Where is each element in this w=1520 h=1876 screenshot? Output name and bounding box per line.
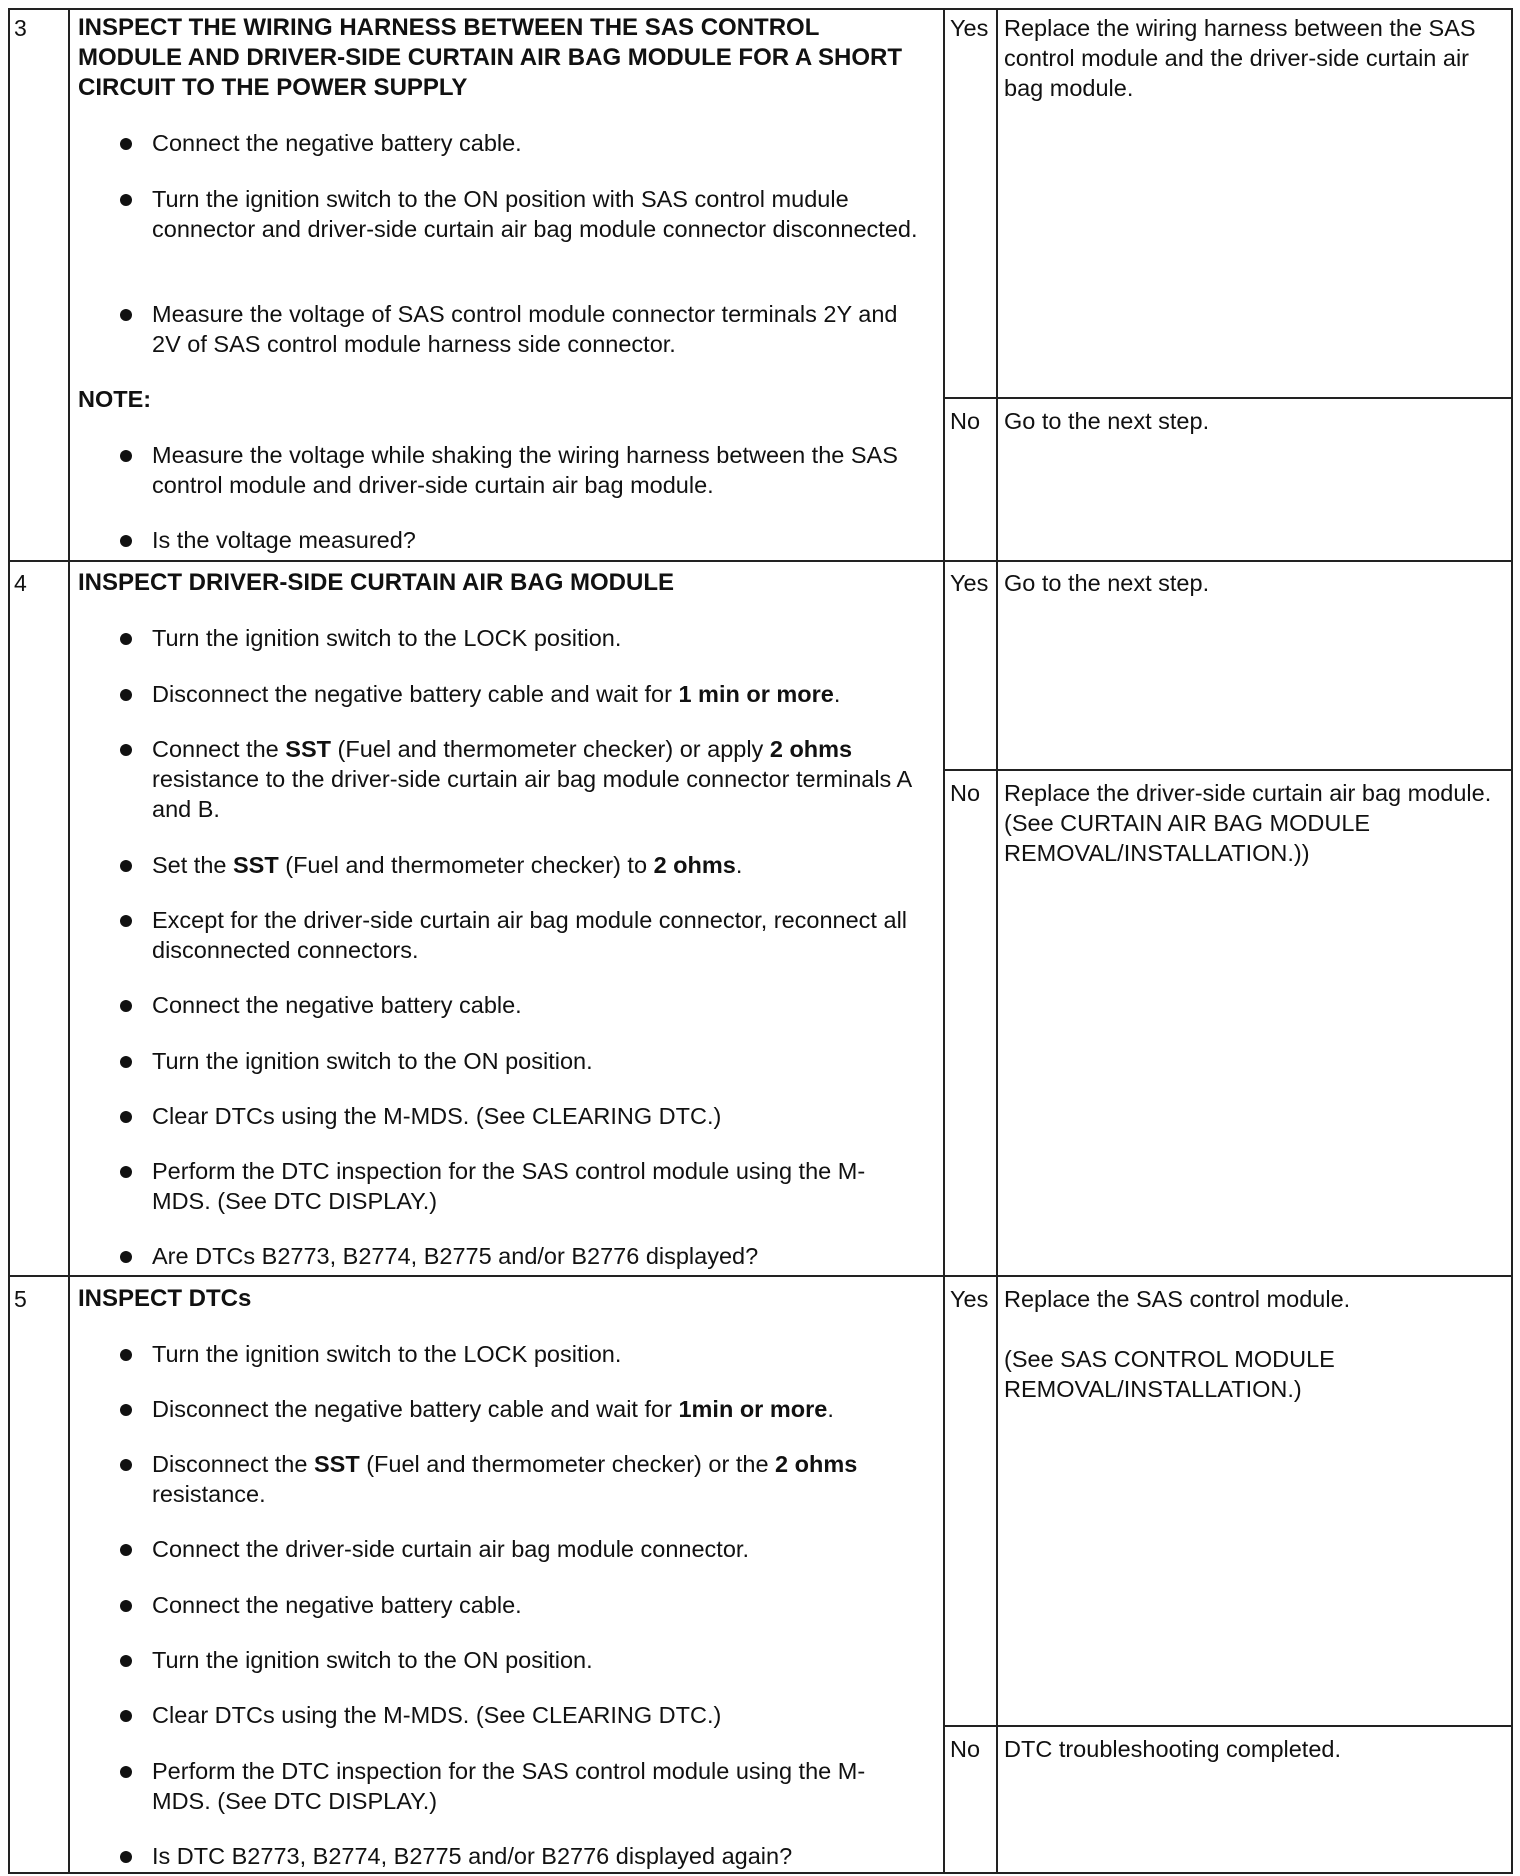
bullet-icon bbox=[120, 535, 132, 547]
step-title: INSPECT DTCs bbox=[78, 1285, 252, 1312]
row-divider bbox=[8, 1275, 1513, 1277]
step-instruction: Perform the DTC inspection for the SAS control module using the M-MDS. (See DTC DISPLAY.) bbox=[152, 1758, 866, 1814]
bullet-icon bbox=[120, 1459, 132, 1471]
answer-divider bbox=[943, 1725, 1513, 1727]
bullet-icon bbox=[120, 1544, 132, 1556]
step-instruction: Are DTCs B2773, B2774, B2775 and/or B2776 displayed? bbox=[152, 1243, 759, 1269]
step-column-divider bbox=[943, 8, 945, 1874]
step-instruction: Set the SST (Fuel and thermometer checker) to 2 ohms. bbox=[152, 852, 743, 878]
table-border-bottom bbox=[8, 1872, 1513, 1874]
bullet-icon bbox=[120, 1251, 132, 1263]
note-heading: NOTE: bbox=[78, 386, 152, 412]
bullet-icon bbox=[120, 309, 132, 321]
step-instruction: Measure the voltage of SAS control module connector terminals 2Y and 2V of SAS control module harness side connector. bbox=[152, 301, 898, 357]
bullet-icon bbox=[120, 860, 132, 872]
step-instruction: Turn the ignition switch to the ON position with SAS control mudule connector and driver-side curtain air bag module connector disconnected. bbox=[152, 186, 918, 242]
table-border-top bbox=[8, 8, 1513, 10]
answer-action: Replace the SAS control module. (See SAS CONTROL MODULE REMOVAL/INSTALLATION.) bbox=[1004, 1286, 1351, 1402]
bullet-icon bbox=[120, 194, 132, 206]
bullet-icon bbox=[120, 633, 132, 645]
step-instruction: Connect the negative battery cable. bbox=[152, 992, 522, 1018]
bullet-icon bbox=[120, 744, 132, 756]
bullet-icon bbox=[120, 1851, 132, 1863]
bullet-icon bbox=[120, 1000, 132, 1012]
step-instruction: Perform the DTC inspection for the SAS control module using the M-MDS. (See DTC DISPLAY.) bbox=[152, 1158, 866, 1214]
answer-divider bbox=[943, 769, 1513, 771]
bullet-icon bbox=[120, 915, 132, 927]
bullet-icon bbox=[120, 1655, 132, 1667]
bullet-icon bbox=[120, 1710, 132, 1722]
step-instruction: Turn the ignition switch to the ON position. bbox=[152, 1048, 593, 1074]
step-title: INSPECT THE WIRING HARNESS BETWEEN THE SAS CONTROL MODULE AND DRIVER-SIDE CURTAIN AIR BAG MODULE FOR A SHORT CIRCUIT TO THE POWER SUPPLY bbox=[78, 14, 902, 101]
step-instruction: Disconnect the negative battery cable and wait for 1 min or more. bbox=[152, 681, 841, 707]
step-instruction: Connect the negative battery cable. bbox=[152, 1592, 522, 1618]
step-instruction: Disconnect the negative battery cable and wait for 1min or more. bbox=[152, 1396, 834, 1422]
bullet-icon bbox=[120, 138, 132, 150]
table-border-right bbox=[1511, 8, 1513, 1874]
answer-action: DTC troubleshooting completed. bbox=[1004, 1736, 1342, 1762]
step-instruction: Turn the ignition switch to the LOCK position. bbox=[152, 1341, 622, 1367]
step-instruction: Except for the driver-side curtain air bag module connector, reconnect all disconnected connectors. bbox=[152, 907, 908, 963]
bullet-icon bbox=[120, 1600, 132, 1612]
bullet-icon bbox=[120, 1766, 132, 1778]
bullet-icon bbox=[120, 689, 132, 701]
answer-label: Yes bbox=[950, 570, 989, 596]
answer-column-divider bbox=[996, 8, 998, 1874]
step-instruction: Turn the ignition switch to the ON position. bbox=[152, 1647, 593, 1673]
bullet-icon bbox=[120, 1404, 132, 1416]
bullet-icon bbox=[120, 1349, 132, 1361]
bullet-icon bbox=[120, 1166, 132, 1178]
answer-action: Go to the next step. bbox=[1004, 570, 1210, 596]
answer-label: No bbox=[950, 408, 981, 434]
step-instruction: Turn the ignition switch to the LOCK position. bbox=[152, 625, 622, 651]
answer-action: Go to the next step. bbox=[1004, 408, 1210, 434]
answer-label: No bbox=[950, 780, 981, 806]
step-instruction: Measure the voltage while shaking the wiring harness between the SAS control module and driver-side curtain air bag module. bbox=[152, 442, 898, 498]
answer-action: Replace the driver-side curtain air bag module. (See CURTAIN AIR BAG MODULE REMOVAL/INSTALLATION.)) bbox=[1004, 780, 1492, 866]
step-instruction: Connect the driver-side curtain air bag module connector. bbox=[152, 1536, 749, 1562]
number-column-divider bbox=[68, 8, 70, 1874]
answer-label: Yes bbox=[950, 1286, 989, 1312]
step-number: 4 bbox=[14, 570, 27, 596]
answer-label: Yes bbox=[950, 15, 989, 41]
bullet-icon bbox=[120, 1111, 132, 1123]
bullet-icon bbox=[120, 450, 132, 462]
step-instruction: Is DTC B2773, B2774, B2775 and/or B2776 displayed again? bbox=[152, 1843, 793, 1869]
table-border-left bbox=[8, 8, 10, 1874]
step-instruction: Connect the negative battery cable. bbox=[152, 130, 522, 156]
step-number: 3 bbox=[14, 15, 27, 41]
step-instruction: Is the voltage measured? bbox=[152, 527, 416, 553]
row-divider bbox=[8, 560, 1513, 562]
answer-label: No bbox=[950, 1736, 981, 1762]
step-instruction: Disconnect the SST (Fuel and thermometer checker) or the 2 ohms resistance. bbox=[152, 1451, 858, 1507]
step-title: INSPECT DRIVER-SIDE CURTAIN AIR BAG MODULE bbox=[78, 569, 675, 596]
answer-action: Replace the wiring harness between the SAS control module and the driver-side curtain air bag module. bbox=[1004, 15, 1476, 101]
step-number: 5 bbox=[14, 1286, 27, 1312]
step-instruction: Clear DTCs using the M-MDS. (See CLEARING DTC.) bbox=[152, 1702, 722, 1728]
step-instruction: Clear DTCs using the M-MDS. (See CLEARING DTC.) bbox=[152, 1103, 722, 1129]
bullet-icon bbox=[120, 1056, 132, 1068]
answer-divider bbox=[943, 397, 1513, 399]
step-instruction: Connect the SST (Fuel and thermometer checker) or apply 2 ohms resistance to the driver-side curtain air bag module connector terminals A and B. bbox=[152, 736, 911, 822]
